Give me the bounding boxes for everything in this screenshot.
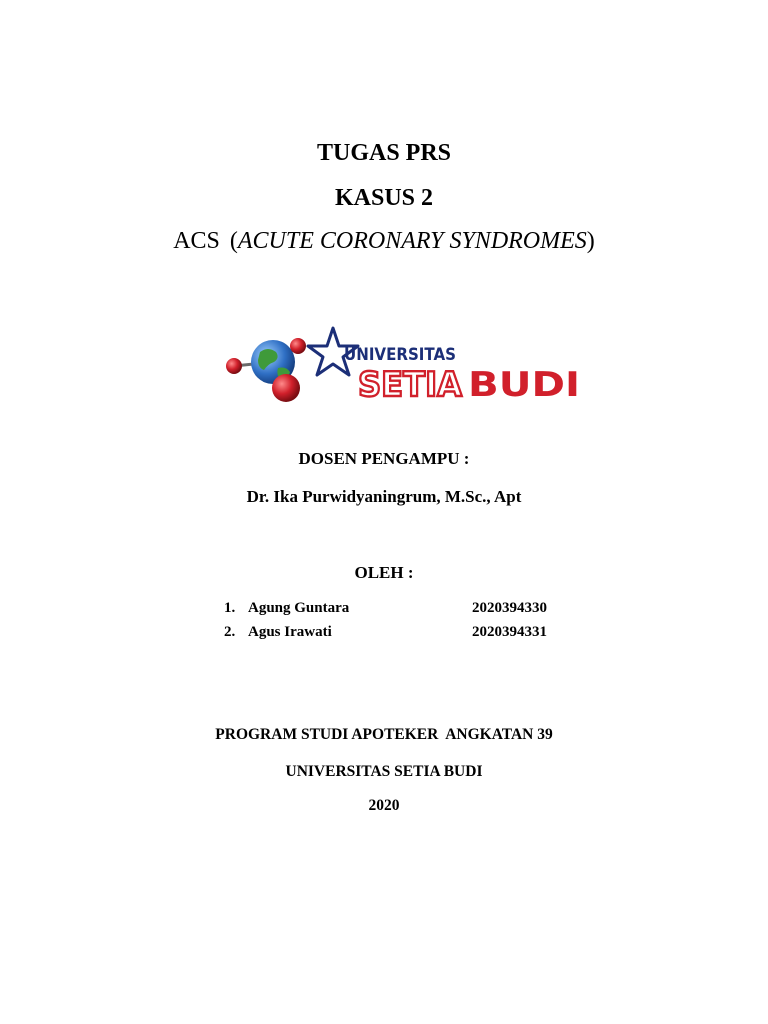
dosen-heading: DOSEN PENGAMPU : <box>298 449 470 468</box>
paren-close: ) <box>586 228 595 254</box>
logo-word-universitas: UNIVERSITAS <box>344 345 456 365</box>
university-logo <box>218 322 588 412</box>
logo-word-budi: BUDI <box>468 365 580 405</box>
university-line: UNIVERSITAS SETIA BUDI <box>285 763 483 780</box>
acs-fullname: ACUTE CORONARY SYNDROMES <box>237 228 587 254</box>
member-number: 1. <box>224 600 236 616</box>
member-name: Agus Irawati <box>248 624 332 640</box>
dosen-name: Dr. Ika Purwidyaningrum, M.Sc., Apt <box>246 487 522 506</box>
paren-open: ( <box>229 228 238 254</box>
member-nim: 2020394330 <box>472 600 547 616</box>
member-nim: 2020394331 <box>472 624 547 640</box>
member-number: 2. <box>224 624 236 640</box>
acs-acronym: ACS <box>173 228 220 254</box>
title-tugas: TUGAS PRS <box>316 140 452 166</box>
oleh-heading: OLEH : <box>354 563 414 582</box>
logo-word-setia: SETIA <box>358 365 463 405</box>
member-name: Agung Guntara <box>248 600 350 616</box>
molecule-icon <box>226 338 306 402</box>
year-line: 2020 <box>368 797 400 814</box>
program-line: PROGRAM STUDI APOTEKER ANGKATAN 39 <box>215 726 553 743</box>
title-kasus: KASUS 2 <box>334 185 434 211</box>
title-acs <box>0 228 768 255</box>
